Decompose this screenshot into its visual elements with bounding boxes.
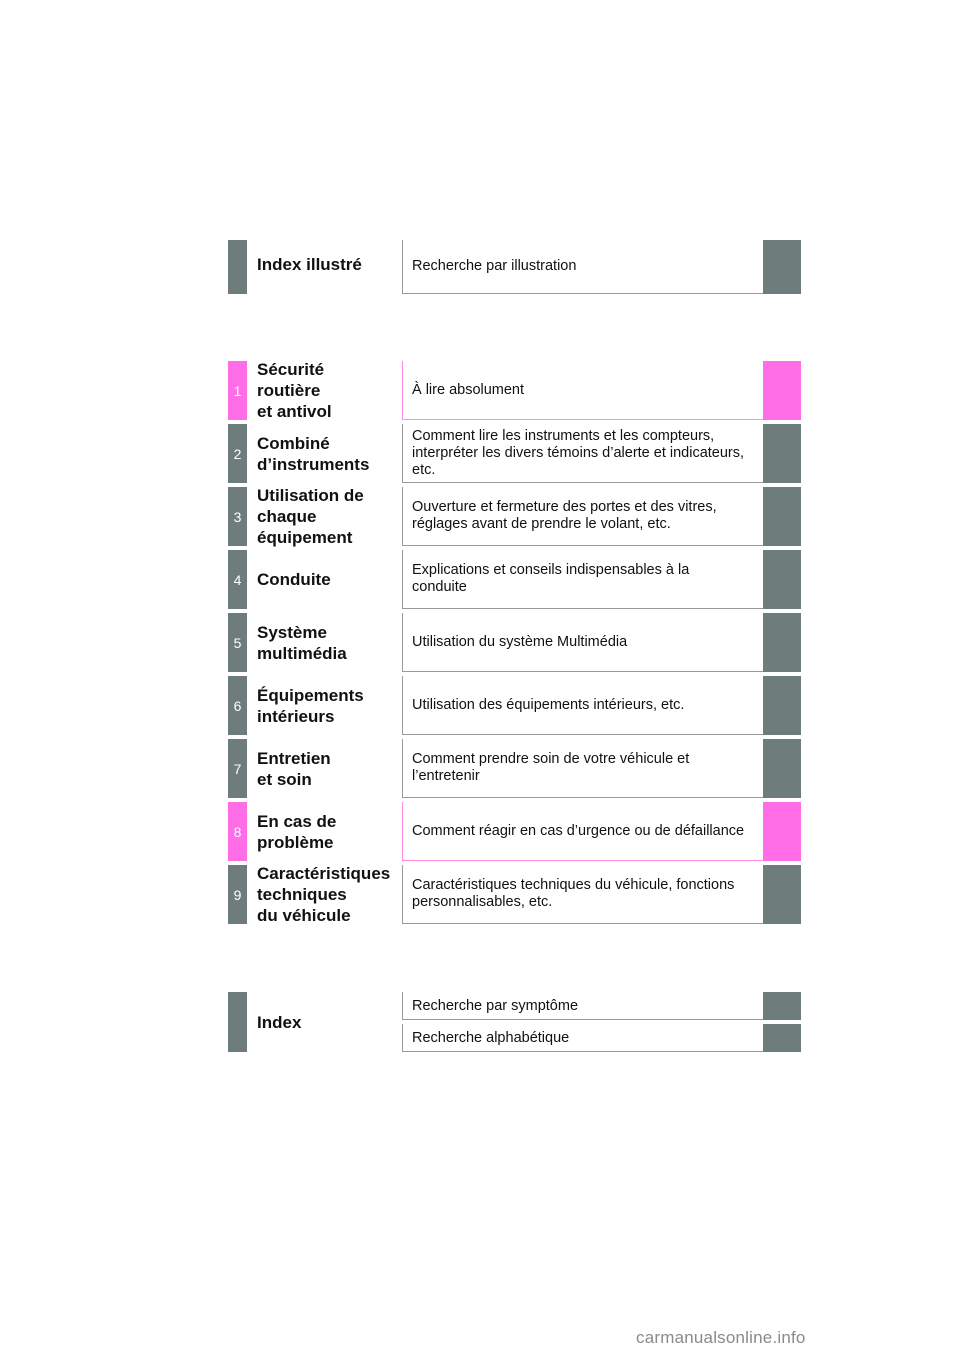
chapter-row-6[interactable] — [228, 676, 801, 735]
edge-tab — [763, 992, 801, 1020]
edge-tab — [763, 487, 801, 546]
chapter-number: 9 — [228, 865, 247, 924]
chapter-number: 5 — [228, 613, 247, 672]
edge-tab — [763, 1024, 801, 1052]
edge-tab — [763, 361, 801, 420]
chapter-title: Équipements intérieurs — [257, 685, 364, 726]
edge-tab — [763, 802, 801, 861]
index-item-alphabetical[interactable]: Recherche alphabétique — [402, 1024, 763, 1052]
section-title: Index illustré — [257, 255, 362, 274]
chapter-description: Comment prendre soin de votre véhicule et l’entretenir — [402, 739, 763, 798]
chapter-title: Combiné d’instruments — [257, 433, 370, 474]
chapter-number: 7 — [228, 739, 247, 798]
chapter-number: 1 — [228, 361, 247, 420]
edge-tab — [763, 550, 801, 609]
chapter-row-2[interactable] — [228, 424, 801, 483]
chapter-number: 4 — [228, 550, 247, 609]
chapter-row-8[interactable] — [228, 802, 801, 861]
chapter-title: Caractéristiques techniques du véhicule — [257, 864, 391, 925]
edge-tab — [763, 240, 801, 294]
chapter-description: Utilisation des équipements intérieurs, etc. — [402, 676, 763, 735]
illustrated-index-row[interactable] — [228, 240, 801, 294]
section-tab — [228, 992, 247, 1052]
edge-tab — [763, 613, 801, 672]
chapter-row-1[interactable] — [228, 361, 801, 420]
chapter-title: En cas de problème — [257, 811, 337, 852]
index-title: Index — [257, 1012, 302, 1032]
edge-tab — [763, 739, 801, 798]
watermark: carmanualsonline.info — [636, 1328, 806, 1347]
chapter-number: 3 — [228, 487, 247, 546]
chapter-title: Utilisation de chaque équipement — [257, 486, 364, 547]
edge-tab — [763, 865, 801, 924]
chapter-number: 2 — [228, 424, 247, 483]
chapter-title: Entretien et soin — [257, 748, 331, 789]
chapter-row-4[interactable] — [228, 550, 801, 609]
edge-tab — [763, 676, 801, 735]
edge-tab — [763, 424, 801, 483]
chapter-title: Conduite — [257, 570, 331, 589]
chapter-description: Ouverture et fermeture des portes et des vitres, réglages avant de prendre le volant, etc. — [402, 487, 763, 546]
chapter-description: À lire absolument — [402, 361, 763, 420]
section-tab — [228, 240, 247, 294]
chapter-title: Sécurité routière et antivol — [257, 360, 332, 421]
chapter-number: 8 — [228, 802, 247, 861]
index-item-symptom[interactable]: Recherche par symptôme — [402, 992, 763, 1020]
chapter-number: 6 — [228, 676, 247, 735]
chapter-row-3[interactable] — [228, 487, 801, 546]
chapter-title: Système multimédia — [257, 622, 347, 663]
section-description: Recherche par illustration — [402, 240, 763, 294]
chapter-description: Explications et conseils indispensables à la conduite — [402, 550, 763, 609]
chapter-description: Comment lire les instruments et les compteurs, interpréter les divers témoins d’alerte et indicateurs, etc. — [402, 424, 763, 483]
chapter-description: Comment réagir en cas d’urgence ou de défaillance — [402, 802, 763, 861]
index-block — [228, 992, 801, 1052]
chapter-row-5[interactable] — [228, 613, 801, 672]
chapter-row-7[interactable] — [228, 739, 801, 798]
chapter-description: Utilisation du système Multimédia — [402, 613, 763, 672]
chapter-description: Caractéristiques techniques du véhicule, fonctions personnalisables, etc. — [402, 865, 763, 924]
chapter-row-9[interactable] — [228, 865, 801, 924]
